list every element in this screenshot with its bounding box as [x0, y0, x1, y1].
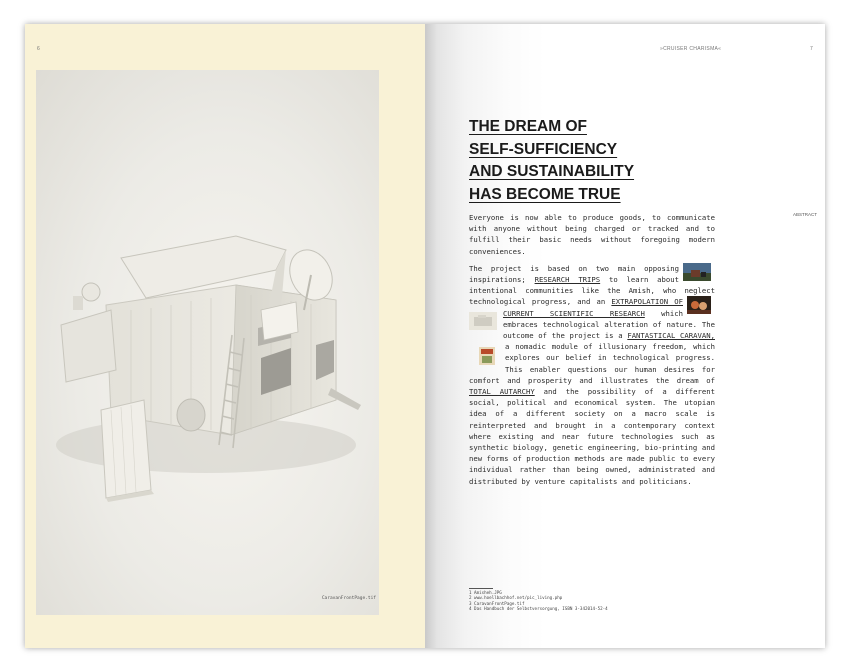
footnote: 1 Amisheh.JPG [469, 590, 502, 595]
caravan-illustration [36, 70, 379, 615]
fantastical-caravan-link[interactable]: FANTASTICAL CARAVAN, [627, 331, 715, 341]
footnotes [469, 590, 608, 611]
research-trips-link[interactable]: RESEARCH TRIPS [534, 275, 601, 285]
book-cover-thumbnail [479, 347, 495, 365]
right-page-number: 7 [810, 46, 814, 52]
headline-line: SELF-SUFFICIENCY [469, 140, 618, 158]
right-page [425, 24, 825, 648]
extrapolation-link[interactable]: EXTRAPOLATION OF CURRENT SCIENTIFIC RESEARCH [503, 297, 683, 318]
footnote-rule [469, 588, 493, 589]
footnote: 3 CaravanFrontPage.tif [469, 600, 525, 606]
paragraph: Everyone is now able to produce goods, to communicate with anyone without being charged or tracked and to fulfill their basic needs without foregoing modern conveniences. [469, 213, 715, 256]
headline-line: THE DREAM OF [469, 118, 587, 135]
headline-line: AND SUSTAINABILITY [469, 163, 635, 180]
left-page [25, 24, 425, 648]
headline [469, 116, 729, 206]
caravan-photo-thumbnail [469, 312, 497, 330]
section-label: ABSTRACT [793, 212, 818, 217]
photo-caption: CaravanFrontPage.tif [321, 596, 376, 601]
body-text [469, 212, 715, 493]
amish-photo-thumbnail [683, 263, 711, 281]
footnote: 4 Das Handbuch der Selbstversorgung, ISBN 3-342014-52-4 [469, 605, 608, 611]
footnote: 2 www.hoellbachhof.net/pic_living.php [469, 595, 563, 601]
running-head: »CRUISER CHARISMA« [660, 46, 722, 52]
left-page-number: 6 [37, 46, 41, 52]
book-spread [25, 24, 825, 648]
headline-line: HAS BECOME TRUE [469, 185, 621, 203]
total-autarchy-link[interactable]: TOTAL AUTARCHY [469, 387, 535, 397]
community-photo-thumbnail [687, 296, 711, 314]
paragraph: The project is based on two main opposing inspirations; RESEARCH TRIPS to learn about intentional communities like the Amish, who neglect technological progress, and an EXTRAPOLATION OF CURRENT SCIENTIFIC RESEARCH which embraces technological alteration of nature. The outcome of the project is a FANTASTICAL CARAVAN, a nomadic module of illusionary freedom, which explores our belief in technological progress. This enabler questions our human desires for comfort and prosperity and illustrates the dream of TOTAL AUTARCHY and the possibility of a different social, political and economical system. The utopian idea of a different society on a macro scale is reinterpreted and brought in a contemporary context where existing and near future technologies such as synthetic biology, genetic engineering, bio-printing and new forms of production methods are made public to every individual rather than being owned, administrated and distributed by venture capitalists and politicians. [469, 263, 715, 486]
caravan-photo [36, 70, 379, 615]
